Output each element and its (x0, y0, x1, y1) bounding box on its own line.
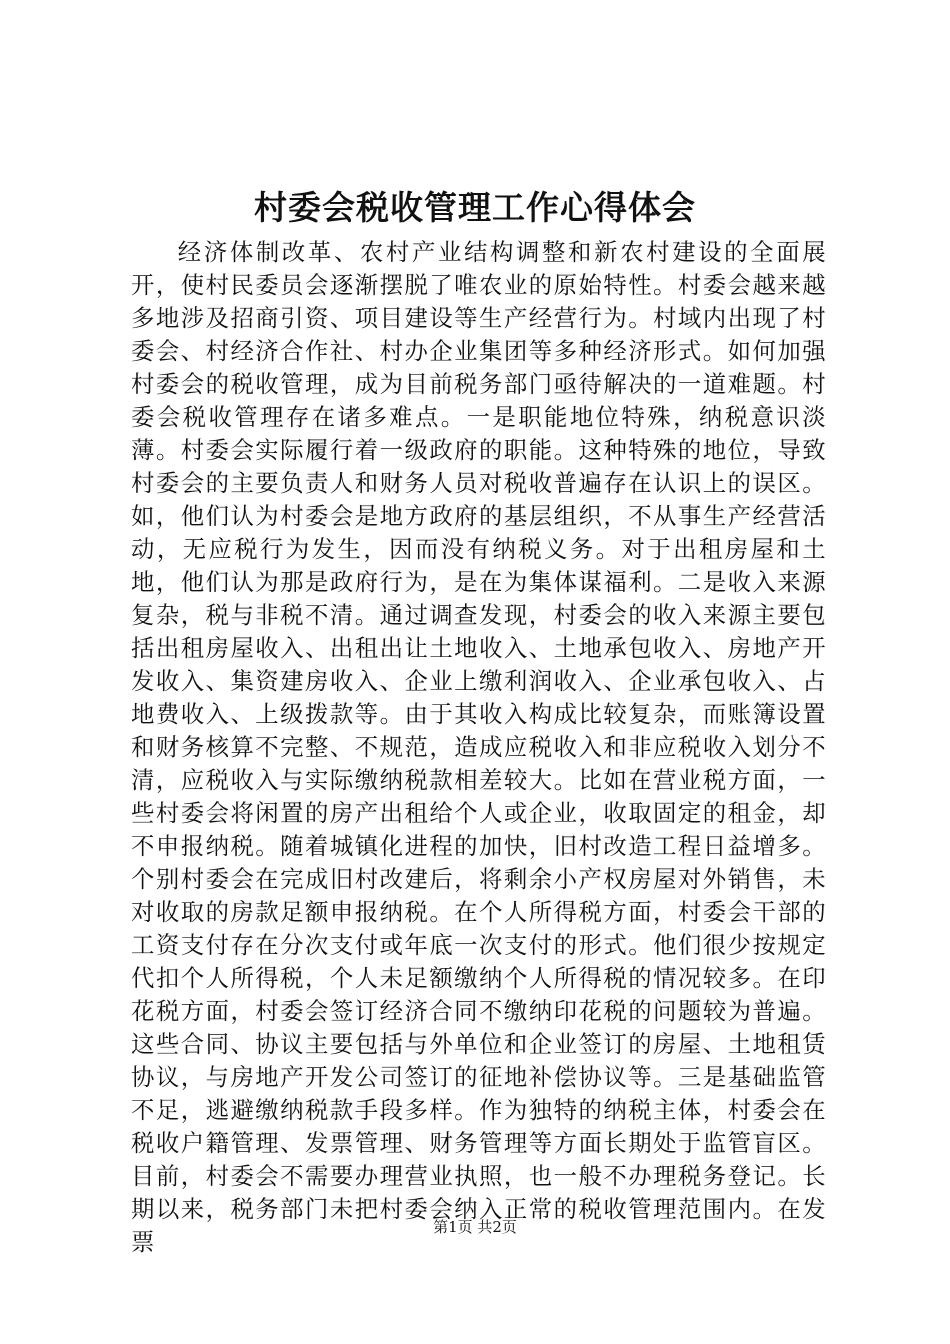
document-body-paragraph: 经济体制改革、农村产业结构调整和新农村建设的全面展开，使村民委员会逐渐摆脱了唯农业的原始特性。村委会越来越多地涉及招商引资、项目建设等生产经营行为。村域内出现了村委会、村经济合作社、村办企业集团等多种经济形式。如何加强村委会的税收管理，成为目前税务部门亟待解决的一道难题。村委会税收管理存在诸多难点。一是职能地位特殊，纳税意识淡薄。村委会实际履行着一级政府的职能。这种特殊的地位，导致村委会的主要负责人和财务人员对税收普遍存在认识上的误区。如，他们认为村委会是地方政府的基层组织，不从事生产经营活动，无应税行为发生，因而没有纳税义务。对于出租房屋和土地，他们认为那是政府行为，是在为集体谋福利。二是收入来源复杂，税与非税不清。通过调查发现，村委会的收入来源主要包括出租房屋收入、出租出让土地收入、土地承包收入、房地产开发收入、集资建房收入、企业上缴利润收入、企业承包收入、占地费收入、上级拨款等。由于其收入构成比较复杂，而账簿设置和财务核算不完整、不规范，造成应税收入和非应税收入划分不清，应税收入与实际缴纳税款相差较大。比如在营业税方面，一些村委会将闲置的房产出租给个人或企业，收取固定的租金，却不申报纳税。随着城镇化进程的加快，旧村改造工程日益增多。个别村委会在完成旧村改建后，将剩余小产权房屋对外销售，未对收取的房款足额申报纳税。在个人所得税方面，村委会干部的工资支付存在分次支付或年底一次支付的形式。他们很少按规定代扣个人所得税，个人未足额缴纳个人所得税的情况较多。在印花税方面，村委会签订经济合同不缴纳印花税的问题较为普遍。这些合同、协议主要包括与外单位和企业签订的房屋、土地租赁协议，与房地产开发公司签订的征地补偿协议等。三是基础监管不足，逃避缴纳税款手段多样。作为独特的纳税主体，村委会在税收户籍管理、发票管理、财务管理等方面长期处于监管盲区。目前，村委会不需要办理营业执照，也一般不办理税务登记。长期以来，税务部门未把村委会纳入正常的税收管理范围内。在发票 (131, 238, 827, 1256)
document-title: 村委会税收管理工作心得体会 (254, 188, 696, 227)
page-footer: 第1页 共2页 (433, 1218, 517, 1236)
